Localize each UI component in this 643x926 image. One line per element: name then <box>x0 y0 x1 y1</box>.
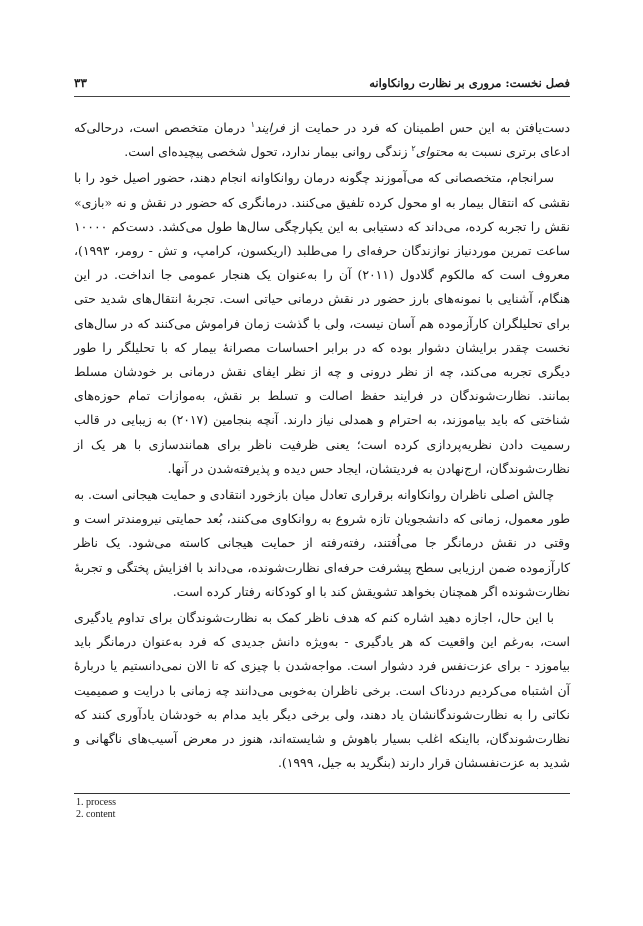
paragraph-4: با این حال، اجازه دهید اشاره کنم که هدف ناظر کمک به نظارت‌شوندگان برای تداوم یادگیری است، به‌رغم این واقعیت که هر یادگیری - به‌ویژه دانش جدیدی که فرد به‌عنوان درمانگر باید بیاموزد - برای عزت‌نفس فرد دشوار است. مواجه‌شدن با چیزی که تا الان نمی‌دانستیم یا دربارهٔ آن اشتباه می‌کردیم دردناک است. برخی ناظران به‌خوبی می‌دانند چه زمانی با درایت و صمیمیت نکاتی را به نظارت‌شوندگانشان یاد دهند، ولی برخی دیگر باید مدام به خودشان یادآوری کنند که نظارت‌شوندگان، بااینکه اغلب بسیار باهوش و شایسته‌اند، هنوز در معرض آسیب‌های ناگهانی و شدید به عزت‌نفسشان قرار دارند (بنگرید به جیل، ۱۹۹۹). <box>74 610 570 771</box>
body-text <box>74 116 570 775</box>
paragraph-2: سرانجام، متخصصانی که می‌آموزند چگونه درمان روانکاوانه انجام دهند، حضور اصیل خود را با نقشی که انتقال بیمار به او محول کرده تلفیق می‌کنند. درمانگری که حضور در نقش و نه «بازی» نقش را تجربه کرده، می‌داند که دستیابی به این یکپارچگی سال‌ها طول می‌کشد. دست‌کم ۱۰۰۰۰ ساعت تمرین موردنیاز نوازندگان حرفه‌ای را می‌طلبد (اریکسون، کرامپ، و تش - رومر، ۱۹۹۳)، معروف است که مالکوم گلادول (۲۰۱۱) آن را به‌عنوان یک هنجار عمومی جا انداخت. در این هنگام، آشنایی با نمونه‌های بارز حضور در نقش درمانی حیاتی است. تجربهٔ انتقال‌های شدید حتی برای تحلیلگران کارآزموده هم آسان نیست، ولی با گذشت زمان فراموش می‌کنند که در سال‌های نخست چقدر برایشان دشوار بوده که در برابر احساسات مصرانهٔ بیمار که با تحلیلگر را طور دیگری تجربه می‌کند، چه از نظر درونی و چه از نظر ایفای نقش درمانی بر خودشان مسلط بمانند. نظارت‌شوندگان در فرایند حفظ اصالت و تسلط بر نقش، به‌موازات تمام حوزه‌های شناختی که باید بیاموزند، به احترام و همدلی نیاز دارند. آنچه بنجامین (۲۰۱۷) به زیبایی در قالب رسمیت دادن نظریه‌پردازی کرده است؛ یعنی ظرفیت ناظر برای همانندسازی با هر یک از نظارت‌شوندگان، ارج‌نهادن به فردیتشان، ایجاد حس دیده و پذیرفته‌شدن در آنها. <box>74 170 570 476</box>
running-header <box>74 72 570 94</box>
italic-term: محتوای <box>415 144 454 160</box>
footnotes <box>76 797 376 821</box>
header-divider <box>74 96 570 97</box>
footnote-divider <box>74 793 570 794</box>
chapter-title: فصل نخست: مروری بر نظارت روانکاوانه <box>369 76 570 90</box>
page-number: ۳۳ <box>74 76 87 90</box>
italic-term: فرایند <box>254 120 285 135</box>
footnote-marker: ۱ <box>250 119 255 129</box>
paragraph-text: درمان متخصص است، درحالی‌که ادعای برتری نسبت به <box>74 120 570 160</box>
paragraph-3: چالش اصلی ناظران روانکاوانه برقراری تعادل میان بازخورد انتقادی و حمایت هیجانی است. به طور معمول، زمانی که دانشجویان تازه شروع به روانکاوی می‌کنند، بُعد حمایتی نیرومندتر است و وقتی در نقش درمانگر جا می‌اُفتند، رفته‌رفته از حمایت هیجانی کاسته می‌شود. یک ناظر کارآزموده ضمن ارزیابی سطح پیشرفت حرفه‌ای نظارت‌شونده، می‌داند با افزایش پختگی و تجربهٔ نظارت‌شونده اگر همچنان بخواهد تشویقش کند با او کودکانه رفتار کرده است. <box>74 487 570 599</box>
paragraph-1 <box>74 116 570 164</box>
paragraph-text: زندگی روانی بیمار ندارد، تحول شخصی پیچیده‌ای است. <box>124 144 412 160</box>
paragraph-text: دست‌یافتن به این حس اطمینان که فرد در حمایت از <box>284 120 570 135</box>
footnote-1: 1. process <box>76 797 116 808</box>
footnote-2: 2. content <box>76 809 116 820</box>
footnote-marker: ۲ <box>411 144 416 154</box>
